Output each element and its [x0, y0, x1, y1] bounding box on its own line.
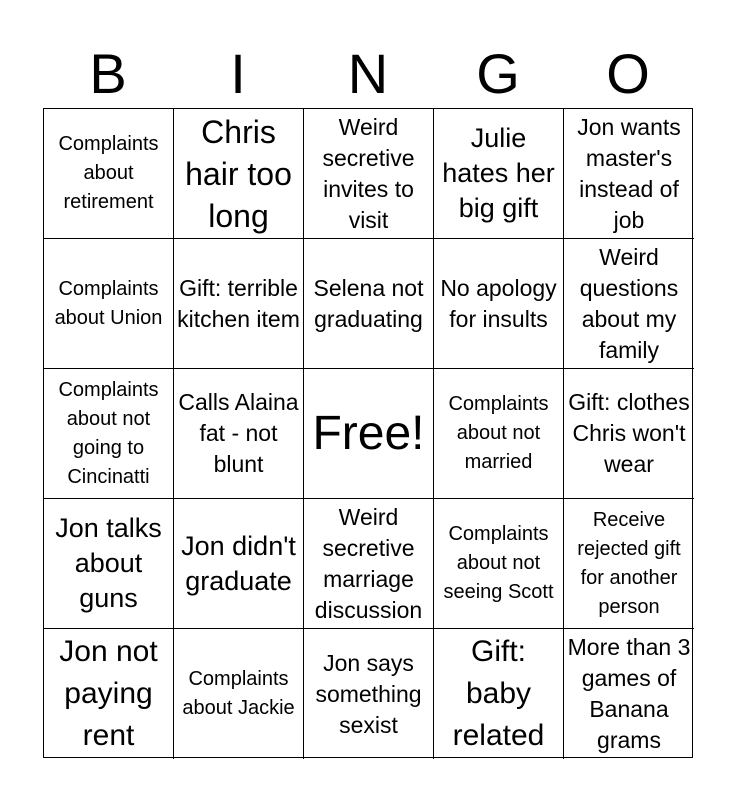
header-letter-n: N [347, 42, 389, 105]
bingo-cell[interactable] [304, 239, 434, 369]
cell-text: More than 3 games of Banana grams [567, 634, 691, 753]
bingo-cell[interactable] [564, 239, 694, 369]
bingo-cell[interactable] [564, 369, 694, 499]
cell-text: Weird secretive invites to visit [322, 113, 415, 233]
bingo-cell[interactable] [174, 499, 304, 629]
cell-text: Gift: baby related [452, 635, 545, 752]
bingo-cell[interactable] [434, 629, 564, 759]
cell-text: Selena not graduating [313, 274, 424, 332]
cell-text: Complaints about Jackie [182, 668, 295, 719]
cell-text: Complaints about not going to Cincinatti [58, 378, 159, 488]
cell-text: Complaints about retirement [58, 133, 159, 213]
bingo-cell[interactable] [564, 109, 694, 239]
bingo-cell[interactable] [44, 109, 174, 239]
bingo-grid [43, 108, 693, 758]
bingo-cell[interactable] [434, 499, 564, 629]
header-letter-b: B [89, 42, 127, 105]
cell-text: Weird secretive marriage discussion [314, 503, 423, 623]
bingo-cell[interactable] [564, 629, 694, 759]
bingo-cell[interactable] [174, 369, 304, 499]
cell-text: Calls Alaina fat - not blunt [178, 389, 299, 477]
bingo-cell[interactable] [174, 239, 304, 369]
cell-text: Gift: terrible kitchen item [177, 274, 300, 332]
cell-text: Jon says something sexist [315, 649, 422, 738]
cell-text: Jon talks about guns [55, 513, 162, 613]
cell-text: Chris hair too long [185, 113, 292, 234]
bingo-cell[interactable] [44, 369, 174, 499]
free-space-label: Free! [312, 406, 425, 460]
cell-text: Jon not paying rent [59, 635, 158, 752]
cell-text: Gift: clothes Chris won't wear [568, 389, 690, 477]
cell-text: Receive rejected gift for another person [577, 508, 681, 618]
cell-text: Jon didn't graduate [181, 530, 296, 596]
cell-text: Complaints about Union [54, 277, 163, 329]
bingo-cell[interactable] [434, 369, 564, 499]
cell-text: Weird questions about my family [579, 243, 679, 363]
header-letter-g: G [476, 42, 520, 105]
bingo-cell[interactable] [174, 109, 304, 239]
cell-text: Julie hates her big gift [442, 123, 555, 223]
bingo-cell[interactable] [434, 239, 564, 369]
header-letter-i: I [230, 42, 246, 105]
bingo-cell[interactable] [44, 629, 174, 759]
bingo-cell[interactable] [44, 499, 174, 629]
bingo-header [43, 40, 693, 108]
cell-text: Complaints about not married [448, 393, 549, 473]
free-space[interactable] [304, 369, 434, 499]
bingo-cell[interactable] [174, 629, 304, 759]
bingo-cell[interactable] [304, 629, 434, 759]
bingo-cell[interactable] [434, 109, 564, 239]
bingo-cell[interactable] [304, 499, 434, 629]
header-letter-o: O [606, 42, 650, 105]
cell-text: No apology for insults [440, 274, 557, 332]
cell-text: Jon wants master's instead of job [577, 113, 681, 233]
bingo-cell[interactable] [44, 239, 174, 369]
bingo-cell[interactable] [304, 109, 434, 239]
bingo-cell[interactable] [564, 499, 694, 629]
cell-text: Complaints about not seeing Scott [443, 523, 554, 603]
